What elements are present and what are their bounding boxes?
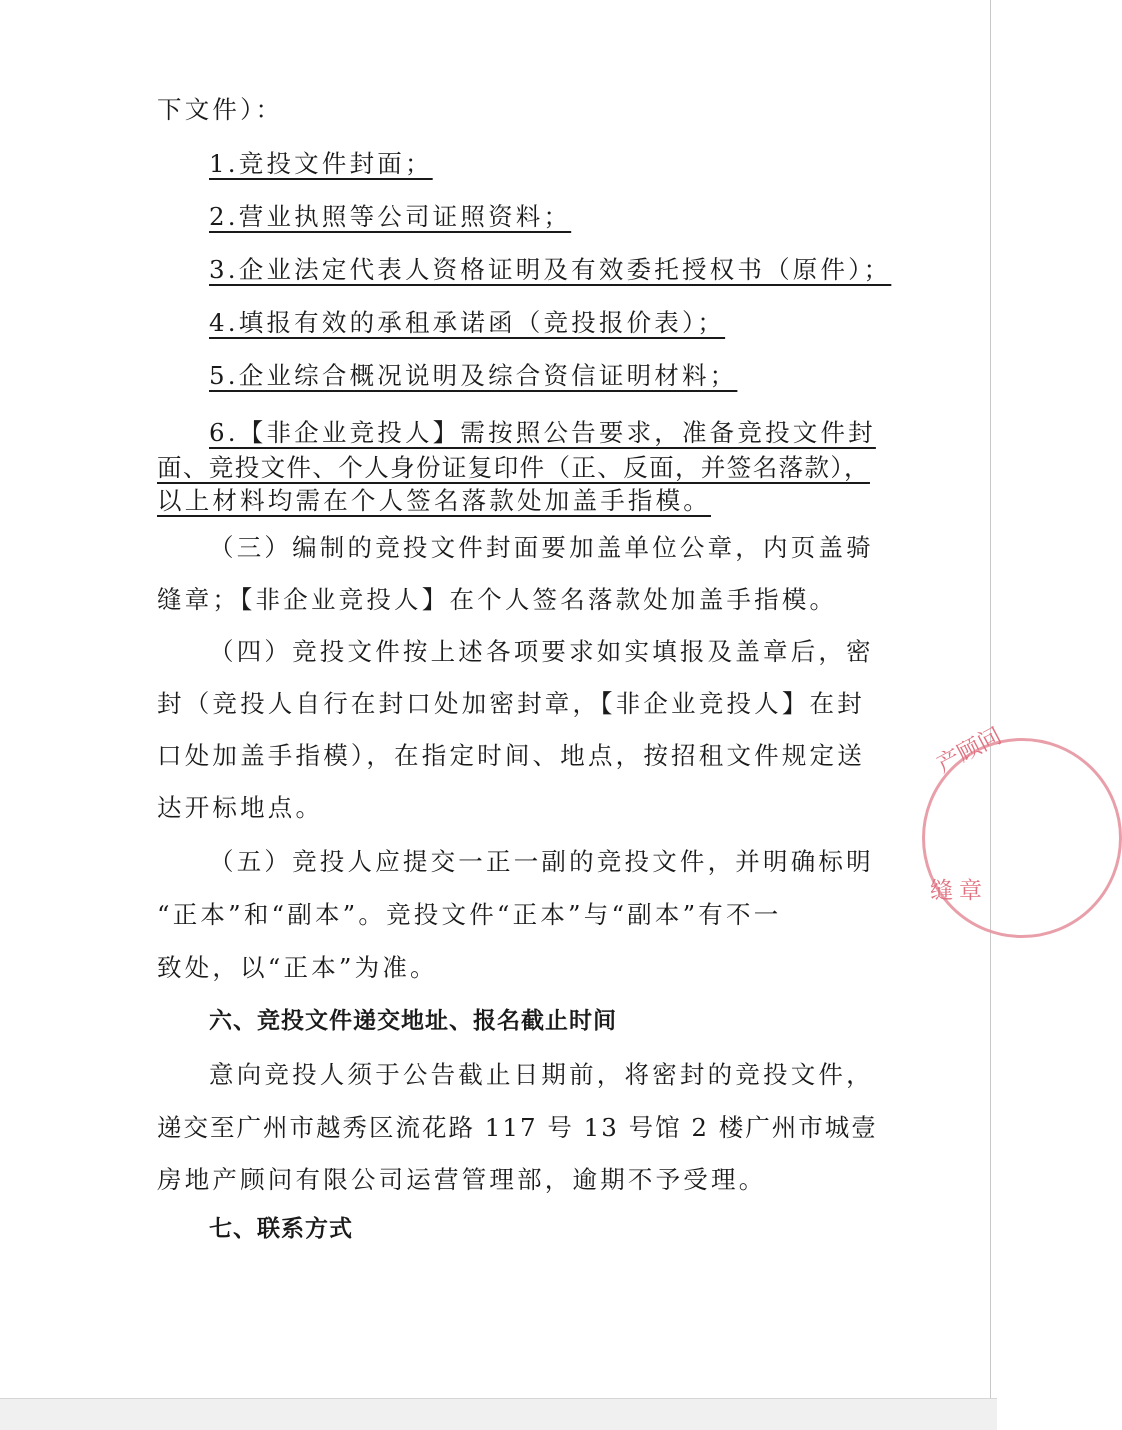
- paragraph-line: 致处，以“正本”为准。: [157, 953, 438, 982]
- paragraph-line: （四）竞投文件按上述各项要求如实填报及盖章后，密: [209, 637, 874, 666]
- section-heading: 七、联系方式: [209, 1216, 353, 1242]
- paragraph-line: 房地产顾问有限公司运营管理部，逾期不予受理。: [157, 1165, 767, 1194]
- paragraph-line: 达开标地点。: [157, 793, 324, 822]
- list-item: 2.营业执照等公司证照资料；: [209, 202, 572, 231]
- paragraph-line: 下文件）：: [157, 95, 284, 124]
- section-heading: 六、竞投文件递交地址、报名截止时间: [209, 1008, 617, 1034]
- list-item: 1.竞投文件封面；: [209, 149, 433, 178]
- page-edge: [990, 0, 991, 1400]
- seal-top-text: 产顾问: [932, 722, 1006, 779]
- list-item-continued: 面、竞投文件、个人身份证复印件（正、反面，并签名落款），: [157, 453, 870, 482]
- paragraph-line: 意向竞投人须于公告截止日期前，将密封的竞投文件，: [209, 1060, 874, 1089]
- paragraph-line: 口处加盖手指模），在指定时间、地点，按招租文件规定送: [157, 741, 865, 770]
- paragraph-line: 封（竞投人自行在封口处加密封章，【非企业竞投人】在封: [157, 689, 865, 718]
- list-item-continued: 以上材料均需在个人签名落款处加盖手指模。: [157, 486, 711, 515]
- list-item: 5.企业综合概况说明及综合资信证明材料；: [209, 361, 738, 390]
- list-item: 3.企业法定代表人资格证明及有效委托授权书（原件）；: [209, 255, 892, 284]
- paragraph-line: “正本”和“副本”。竞投文件“正本”与“副本”有不一: [157, 900, 782, 929]
- list-item: 6.【非企业竞投人】需按照公告要求，准备竞投文件封: [209, 418, 876, 447]
- paragraph-line: 递交至广州市越秀区流花路 117 号 13 号馆 2 楼广州市城壹: [157, 1113, 878, 1142]
- paragraph-line: （五）竞投人应提交一正一副的竞投文件，并明确标明: [209, 847, 874, 876]
- paragraph-line: （三）编制的竞投文件封面要加盖单位公章，内页盖骑: [209, 533, 874, 562]
- paragraph-line: 缝章；【非企业竞投人】在个人签名落款处加盖手指模。: [157, 585, 838, 614]
- list-item: 4.填报有效的承租承诺函（竞投报价表）；: [209, 308, 726, 337]
- seal-bottom-text: 缝章: [930, 878, 988, 904]
- viewer-bottom-bar: [0, 1398, 997, 1430]
